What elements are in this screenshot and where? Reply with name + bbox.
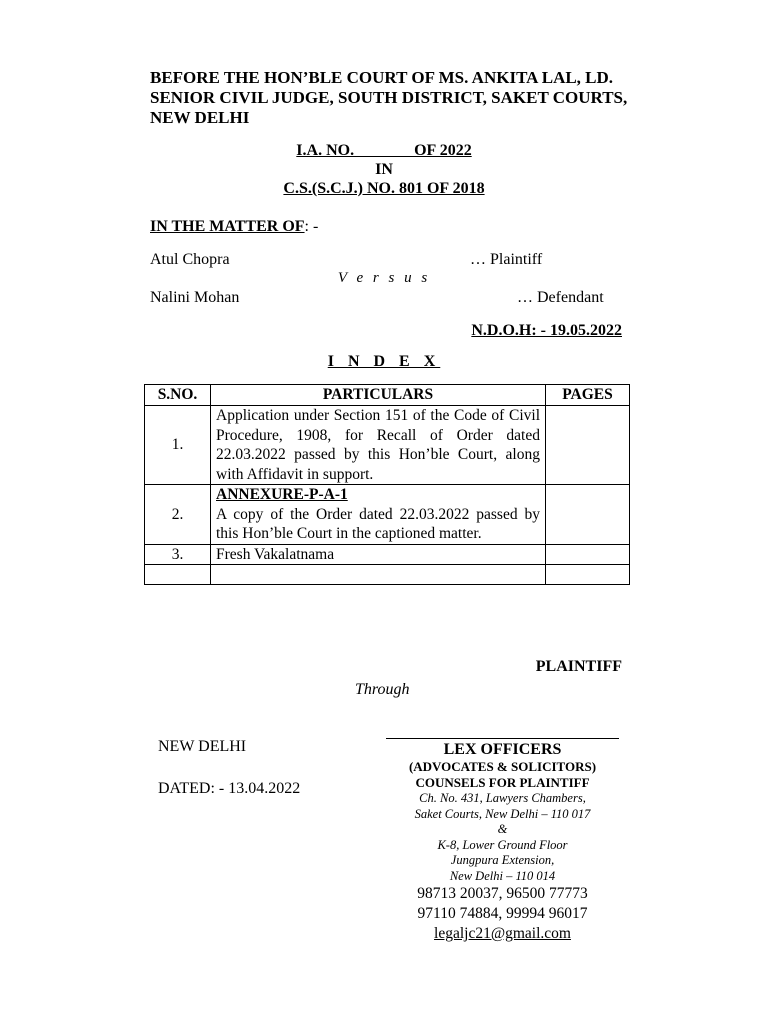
header-particulars: PARTICULARS bbox=[211, 385, 546, 406]
row-pages bbox=[546, 485, 630, 545]
row-pages bbox=[546, 544, 630, 565]
header-sno: S.NO. bbox=[145, 385, 211, 406]
empty-cell bbox=[145, 565, 211, 585]
row-sno: 1. bbox=[145, 406, 211, 485]
next-date-of-hearing: N.D.O.H: - 19.05.2022 bbox=[471, 322, 622, 339]
through-label: Through bbox=[355, 681, 410, 698]
signing-party: PLAINTIFF bbox=[535, 658, 622, 675]
table-row bbox=[145, 485, 630, 545]
matter-suffix: : - bbox=[304, 218, 319, 235]
suit-number: C.S.(S.C.J.) NO. 801 OF 2018 bbox=[283, 180, 485, 197]
empty-cell bbox=[546, 565, 630, 585]
row-pages bbox=[546, 406, 630, 485]
address-ampersand: & bbox=[497, 822, 508, 836]
plaintiff-name: Atul Chopra bbox=[150, 251, 230, 268]
plaintiff-role: … Plaintiff bbox=[470, 251, 543, 268]
phone-numbers: 98713 20037, 96500 77773 bbox=[417, 885, 588, 902]
date: DATED: - 13.04.2022 bbox=[158, 780, 301, 797]
matter-label: IN THE MATTER OF bbox=[150, 218, 305, 235]
empty-cell bbox=[211, 565, 546, 585]
ia-number bbox=[0, 142, 768, 160]
address-line: New Delhi – 110 014 bbox=[449, 868, 556, 883]
address-line: Jungpura Extension, bbox=[450, 853, 555, 867]
defendant-name: Nalini Mohan bbox=[150, 289, 240, 306]
email-link[interactable]: legaljc21@gmail.com bbox=[434, 925, 571, 942]
row-sno: 2. bbox=[145, 485, 211, 545]
row-particulars: A copy of the Order dated 22.03.2022 passed by this Hon’ble Court in the captioned matter. bbox=[216, 505, 540, 542]
counsel-block bbox=[386, 740, 619, 944]
firm-subtitle: (ADVOCATES & SOLICITORS) bbox=[408, 759, 597, 774]
row-particulars-cell bbox=[211, 485, 546, 545]
table-header-row bbox=[145, 385, 630, 406]
row-sno: 3. bbox=[145, 544, 211, 565]
index-table bbox=[144, 384, 630, 585]
firm-role: COUNSELS FOR PLAINTIFF bbox=[415, 775, 590, 790]
row-particulars: Fresh Vakalatnama bbox=[211, 544, 546, 565]
table-row bbox=[145, 544, 630, 565]
versus: V e r s u s bbox=[337, 270, 431, 286]
index-title: I N D E X bbox=[327, 353, 441, 370]
table-row-empty bbox=[145, 565, 630, 585]
address-line: Ch. No. 431, Lawyers Chambers, bbox=[419, 791, 586, 805]
in-line: IN bbox=[375, 161, 393, 178]
ia-number-text: I.A. NO. OF 2022 bbox=[296, 142, 472, 159]
table-row bbox=[145, 406, 630, 485]
phone-numbers: 97110 74884, 99994 96017 bbox=[417, 905, 588, 922]
signature-line bbox=[386, 738, 619, 739]
annexure-label: ANNEXURE-P-A-1 bbox=[216, 486, 348, 503]
court-heading: BEFORE THE HON’BLE COURT OF MS. ANKITA LAL, LD. SENIOR CIVIL JUDGE, SOUTH DISTRICT, SAKET COURTS, NEW DELHI bbox=[150, 68, 628, 127]
address-line: K-8, Lower Ground Floor bbox=[437, 837, 568, 852]
row-particulars: Application under Section 151 of the Code of Civil Procedure, 1908, for Recall of Order dated 22.03.2022 passed by this Hon’ble Court, along with Affidavit in support. bbox=[211, 406, 546, 485]
defendant-role: … Defendant bbox=[517, 289, 604, 306]
header-pages: PAGES bbox=[546, 385, 630, 406]
firm-name: LEX OFFICERS bbox=[443, 741, 562, 758]
matter-heading bbox=[150, 218, 318, 236]
place: NEW DELHI bbox=[158, 738, 247, 755]
address-line: Saket Courts, New Delhi – 110 017 bbox=[414, 806, 591, 821]
